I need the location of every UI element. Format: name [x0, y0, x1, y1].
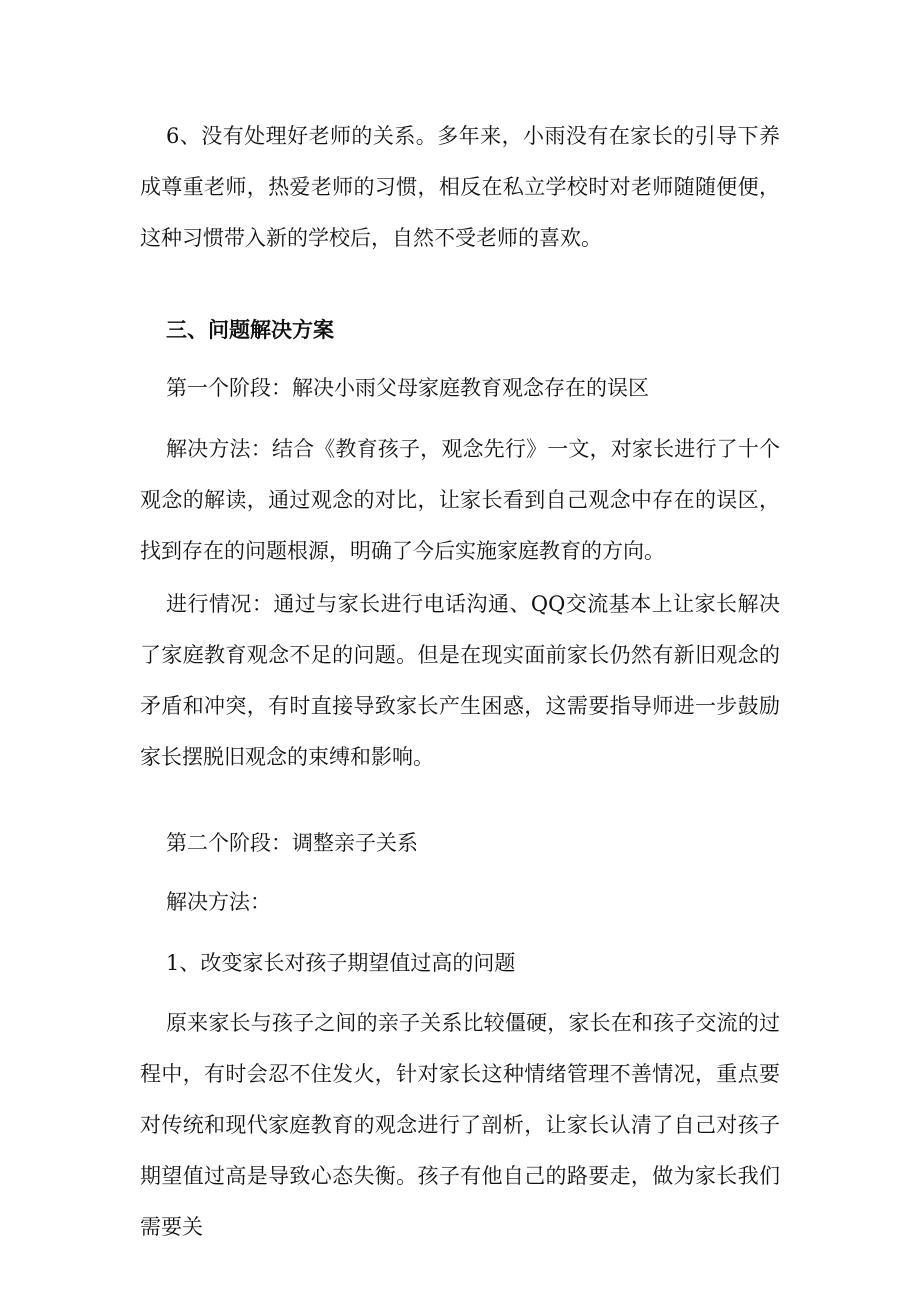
section-heading: 三、问题解决方案	[166, 317, 334, 342]
stage-2-item-1-body: 原来家长与孩子之间的亲子关系比较僵硬，家长在和孩子交流的过程中，有时会忍不住发火，针对家长这种情绪管理不善情况，重点要对传统和现代家庭教育的观念进行了剖析，让家长认清了自己对孩子期望值过高是导致心态失衡。孩子有他自己的路要走，做为家长我们需要关	[140, 1011, 780, 1239]
stage-1-progress: 进行情况：通过与家长进行电话沟通、QQ交流基本上让家长解决了家庭教育观念不足的问题。但是在现实面前家长仍然有新旧观念的矛盾和冲突，有时直接导致家长产生困惑，这需要指导师进一步鼓励家长摆脱旧观念的束缚和影响。	[140, 592, 780, 769]
stage-1-title: 第一个阶段：解决小雨父母家庭教育观念存在的误区	[166, 376, 649, 400]
paragraph-item-6: 6、没有处理好老师的关系。多年来，小雨没有在家长的引导下养成尊重老师，热爱老师的习惯，相反在私立学校时对老师随随便便，这种习惯带入新的学校后，自然不受老师的喜欢。	[140, 124, 780, 250]
stage-2-title: 第二个阶段：调整亲子关系	[166, 831, 418, 855]
stage-2-method-label: 解决方法：	[166, 890, 271, 914]
stage-1-method: 解决方法：结合《教育孩子，观念先行》一文，对家长进行了十个观念的解读，通过观念的对比，让家长看到自己观念中存在的误区，找到存在的问题根源，明确了今后实施家庭教育的方向。	[140, 437, 780, 563]
stage-2-item-1-title: 1、改变家长对孩子期望值过高的问题	[166, 951, 516, 975]
